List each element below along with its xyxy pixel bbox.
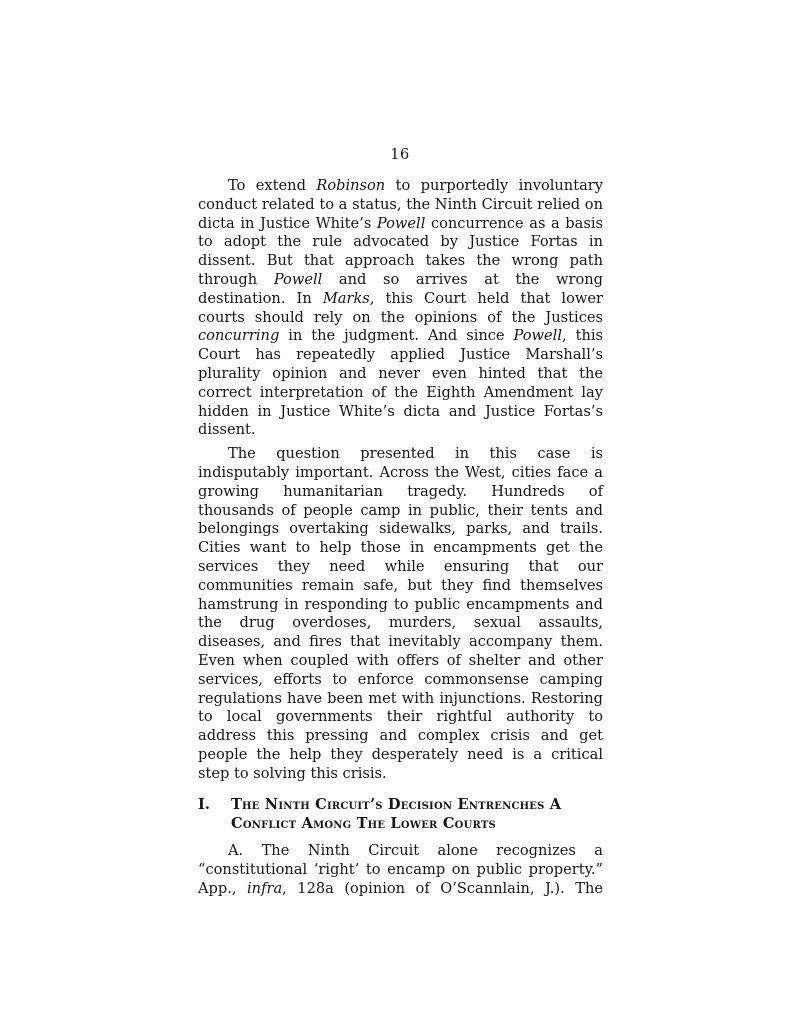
- text-run: , this Court has repeatedly applied Justice Marshall’s plurality opinion and never even hinted that the correct interpretation of the Eighth Amendment lay hidden in Justice White’s dicta and Justice Fortas’s dissent.: [198, 327, 603, 439]
- italic-text-run: Powell: [273, 270, 323, 288]
- text-run: concurrence as a basis to adopt the rule advocated by Justice Fortas in dissent. But that approach takes the wrong path through: [198, 214, 603, 288]
- text-column: [198, 177, 603, 898]
- text-run: To extend: [228, 177, 317, 194]
- paragraph-powell-dicta: [198, 177, 603, 440]
- italic-text-run: Powell: [376, 214, 426, 232]
- italic-text-run: concurring: [198, 327, 280, 345]
- italic-text-run: Powell: [513, 327, 562, 345]
- text-run: in the judgment. And since: [279, 327, 514, 345]
- section-heading: [198, 795, 603, 833]
- text-run: The question presented in this case is indisputably important. Across the West, cities face a growing humanitarian tragedy. Hundreds of thousands of people camp in public, their tents and belongings overtaking sidewalks, parks, and trails. Cities want to help those in encampments get the services they need while ensuring that our communities remain safe, but they find themselves hamstrung in responding to public encampments and the drug overdoses, murders, sexual assaults, diseases, and fires that inevitably accompany them. Even when coupled with offers of shelter and other services, efforts to enforce commonsense camping regulations have been met with injunctions. Restoring to local governments their rightful authority to address this pressing and complex crisis and get people the help they desperately need is a critical step to solving this crisis.: [198, 445, 603, 782]
- text-run: , this Court held that lower courts should rely on the opinions of the Justices: [198, 289, 603, 326]
- italic-text-run: infra: [247, 879, 283, 897]
- italic-text-run: Robinson: [316, 177, 386, 194]
- italic-text-run: Marks: [322, 289, 370, 307]
- text-run: and so arrives at the wrong destination. In: [198, 270, 603, 307]
- text-run: to purportedly involuntary conduct related to a status, the Ninth Circuit relied on dicta in Justice White’s: [198, 177, 603, 232]
- heading-text: The Ninth Circuit’s Decision Entrenches A Conflict Among The Lower Courts: [231, 795, 562, 832]
- paragraph-ninth-circuit-alone: [198, 842, 603, 898]
- text-run: , 128a (opinion of O’Scannlain, J.). The: [282, 879, 604, 897]
- text-run: A. The Ninth Circuit alone recognizes a “constitutional ‘right’ to encamp on public property.” App.,: [198, 841, 603, 897]
- page-number: 16: [390, 147, 410, 163]
- heading-number: I.: [198, 795, 210, 813]
- paragraph-question-presented: [198, 445, 603, 783]
